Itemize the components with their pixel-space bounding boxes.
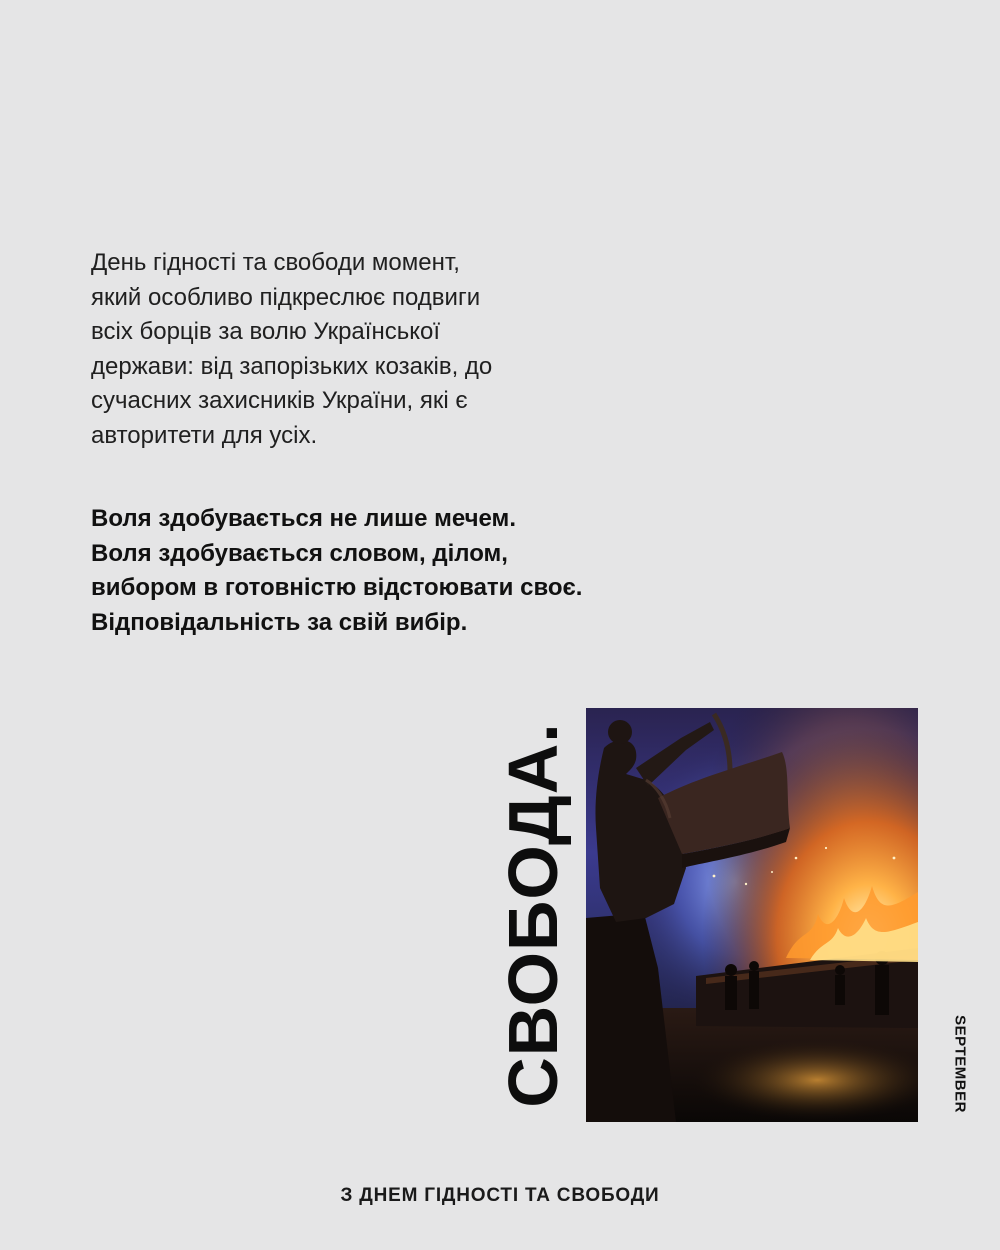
intro-line: який особливо підкреслює подвиги bbox=[91, 283, 481, 311]
september-label: SEPTEMBER bbox=[951, 1015, 969, 1113]
intro-line: авторитети для усіх. bbox=[91, 421, 318, 449]
photo-illustration bbox=[586, 708, 918, 1122]
vertical-title: СВОБОДА. bbox=[494, 722, 572, 1108]
intro-paragraph bbox=[91, 246, 651, 453]
intro-line: всіх борців за волю Української bbox=[91, 318, 440, 345]
intro-line: День гідності та свободи момент, bbox=[91, 249, 460, 276]
intro-line: держави: від запорізьких козаків, до bbox=[91, 352, 493, 380]
motto-line: вибором в готовністю відстоювати своє. bbox=[91, 574, 583, 601]
motto-line: Відповідальність за свій вибір. bbox=[91, 608, 468, 636]
motto-paragraph bbox=[91, 502, 731, 640]
motto-line: Воля здобувається не лише мечем. bbox=[91, 505, 516, 532]
statue-fire-photo bbox=[586, 708, 918, 1122]
footer-caption: З ДНЕМ ГІДНОСТІ ТА СВОБОДИ bbox=[340, 1185, 660, 1206]
motto-line: Воля здобувається словом, ділом, bbox=[91, 539, 508, 567]
intro-line: сучасних захисників України, які є bbox=[91, 387, 468, 414]
